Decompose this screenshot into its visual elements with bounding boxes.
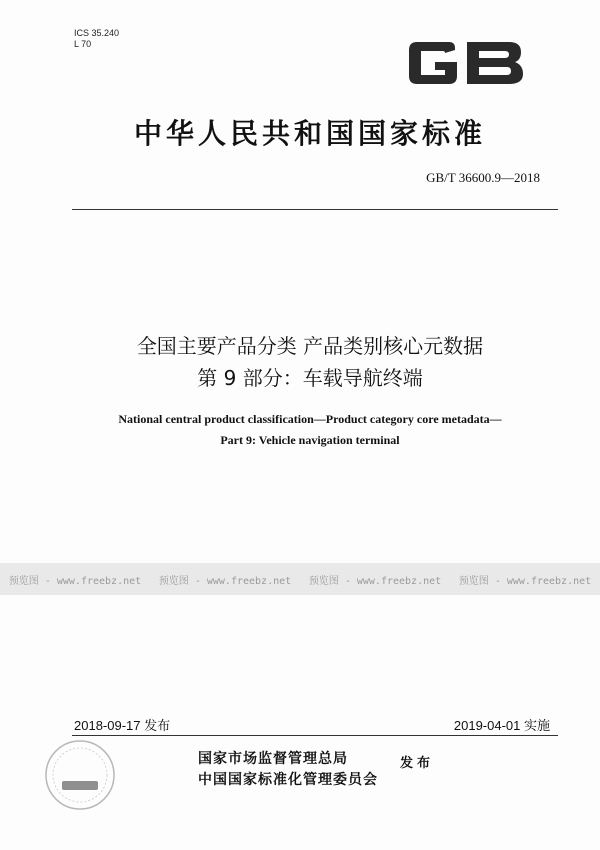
watermark-text: 预览图 - www.freebz.net (458, 575, 592, 587)
standard-number: GB/T 36600.9—2018 (426, 170, 540, 185)
watermark-band (0, 563, 600, 595)
issuer-line-2: 中国国家标准化管理委员会 (198, 772, 378, 788)
issuer-line-1: 国家市场监督管理总局 (198, 751, 348, 767)
gb-logo-icon (405, 40, 525, 86)
watermark-text: 预览图 - www.freebz.net (8, 575, 142, 587)
english-title-line-1: National central product classification—Product category core metadata— (118, 412, 502, 426)
footer-divider (72, 735, 558, 736)
ccs-code: L 70 (74, 39, 92, 49)
classification-codes (74, 28, 119, 50)
official-seal-icon (40, 735, 120, 815)
chinese-title-line-2: 第 9 部分：车载导航终端 (197, 366, 423, 390)
implementation-date: 2019-04-01 实施 (453, 718, 550, 733)
release-label: 发布 (400, 756, 435, 771)
national-standard-title: 中华人民共和国国家标准 (133, 117, 486, 150)
ics-code: ICS 35.240 (74, 28, 120, 38)
chinese-title-line-1: 全国主要产品分类 产品类别核心元数据 (136, 334, 484, 358)
watermark-text: 预览图 - www.freebz.net (308, 575, 442, 587)
english-title-line-2: Part 9: Vehicle navigation terminal (220, 433, 400, 447)
header-divider (72, 209, 558, 210)
watermark-text: 预览图 - www.freebz.net (158, 575, 292, 587)
issue-date: 2018-09-17 发布 (74, 718, 171, 733)
